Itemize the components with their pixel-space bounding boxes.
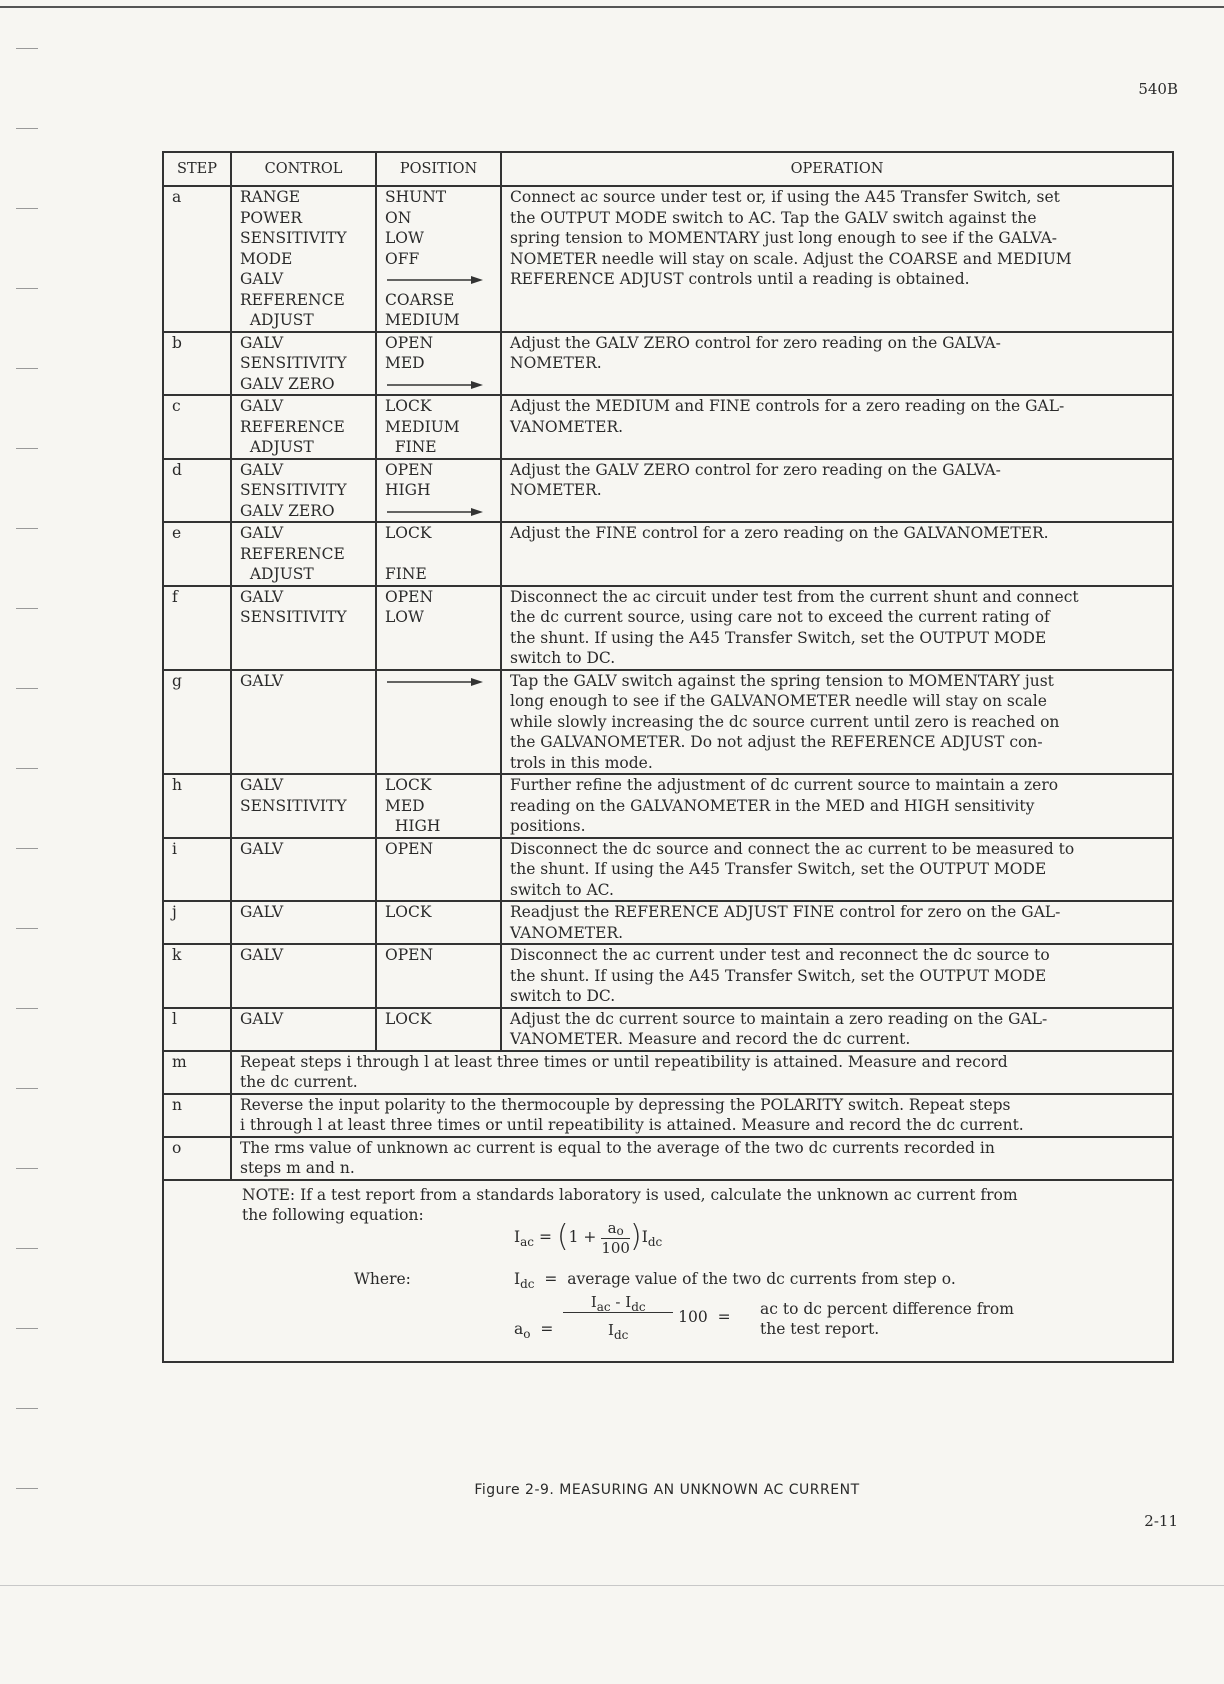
table-row <box>163 1008 1173 1051</box>
control-name: GALV <box>240 524 284 542</box>
margin-tick <box>16 208 38 209</box>
paren-open: ( <box>556 1218 569 1254</box>
control-cell <box>231 944 376 1008</box>
operation-cell <box>231 1094 1173 1137</box>
position-arrow <box>385 671 492 692</box>
header-position: POSITION <box>376 152 501 186</box>
position-value: LOCK <box>385 776 432 794</box>
margin-tick <box>16 928 38 929</box>
operation-line: Adjust the GALV ZERO control for zero reading on the GALVA- <box>510 333 1001 352</box>
position-value: FINE <box>385 565 427 583</box>
page-id: 540B <box>1138 80 1178 98</box>
arrow-right-icon <box>387 677 483 687</box>
operation-cell <box>501 944 1173 1008</box>
position-cell <box>376 332 501 396</box>
margin-tick <box>16 768 38 769</box>
operation-cell <box>501 395 1173 459</box>
step-letter: k <box>163 944 231 1008</box>
operation-line: The rms value of unknown ac current is equal to the average of the two dc currents recorded in <box>240 1138 995 1157</box>
eq-den: 100 <box>601 1238 630 1257</box>
control-name: SENSITIVITY <box>240 481 347 499</box>
position-value: HIGH <box>385 817 441 835</box>
eq-sub: dc <box>647 1234 663 1249</box>
step-letter: i <box>163 838 231 902</box>
eq-var: I <box>514 1227 521 1246</box>
position-value: OPEN <box>385 460 434 479</box>
control-name: GALV <box>240 270 284 288</box>
arrow-right-icon <box>387 507 483 517</box>
eq-sub: o <box>616 1223 624 1238</box>
eq-equals: = <box>544 1269 558 1288</box>
step-letter: h <box>163 774 231 838</box>
position-cell <box>376 522 501 586</box>
table-row <box>163 1094 1173 1137</box>
eq-one: 1 <box>568 1227 579 1246</box>
eq-var: I <box>625 1292 632 1311</box>
operation-cell <box>501 459 1173 523</box>
control-name: RANGE <box>240 188 301 206</box>
position-value: LOCK <box>385 1009 432 1028</box>
operation-line: VANOMETER. <box>510 923 624 942</box>
step-letter: f <box>163 586 231 670</box>
operation-line: Readjust the REFERENCE ADJUST FINE control for zero on the GAL- <box>510 903 1061 921</box>
step-letter: l <box>163 1008 231 1051</box>
margin-tick <box>16 1008 38 1009</box>
position-value: MEDIUM <box>385 417 460 436</box>
position-value: OPEN <box>385 839 434 858</box>
operation-line: NOMETER. <box>510 354 602 372</box>
operation-line: the OUTPUT MODE switch to AC. Tap the GALV switch against the <box>510 208 1037 227</box>
margin-tick <box>16 1488 38 1489</box>
margin-tick <box>16 448 38 449</box>
eq-sub: dc <box>631 1299 646 1314</box>
operation-line: the shunt. If using the A45 Transfer Switch, set the OUTPUT MODE <box>510 966 1047 985</box>
eq-var: I <box>641 1227 648 1246</box>
margin-tick <box>16 128 38 129</box>
note-line: NOTE: If a test report from a standards laboratory is used, calculate the unknown ac current from <box>242 1185 1018 1204</box>
table-row <box>163 670 1173 775</box>
control-name: GALV <box>240 671 284 690</box>
position-value: ON <box>385 208 412 227</box>
table-row <box>163 1051 1173 1094</box>
control-cell <box>231 1008 376 1051</box>
where-label: Where: <box>354 1269 411 1288</box>
equation-def2-text <box>760 1299 1014 1339</box>
step-letter: a <box>163 186 231 332</box>
control-name: GALV <box>240 587 284 606</box>
equation-main <box>514 1219 662 1257</box>
step-letter: b <box>163 332 231 396</box>
operation-line: switch to DC. <box>510 987 616 1005</box>
operation-cell <box>501 586 1173 670</box>
operation-line: the shunt. If using the A45 Transfer Switch, set the OUTPUT MODE <box>510 860 1047 878</box>
control-name: ADJUST <box>240 565 314 583</box>
operation-line: Disconnect the ac circuit under test from the current shunt and connect <box>510 587 1079 606</box>
margin-tick <box>16 688 38 689</box>
control-cell <box>231 670 376 775</box>
eq-var: I <box>590 1292 597 1311</box>
operation-line: Repeat steps i through l at least three times or until repeatibility is attained. Measure and record <box>240 1052 1008 1071</box>
control-name: GALV <box>240 776 284 794</box>
eq-equals: = <box>717 1308 731 1326</box>
position-cell <box>376 838 501 902</box>
paren-close: ) <box>629 1218 642 1254</box>
position-value: HIGH <box>385 481 431 499</box>
position-value: OFF <box>385 249 420 268</box>
table-row <box>163 586 1173 670</box>
table-row <box>163 901 1173 944</box>
operation-line: long enough to see if the GALVANOMETER needle will stay on scale <box>510 692 1047 710</box>
position-cell <box>376 1008 501 1051</box>
margin-tick <box>16 1088 38 1089</box>
position-value: OPEN <box>385 587 434 606</box>
position-value: SHUNT <box>385 188 447 206</box>
margin-tick <box>16 1248 38 1249</box>
header-operation: OPERATION <box>501 152 1173 186</box>
control-name: ADJUST <box>240 438 314 456</box>
table-row <box>163 186 1173 332</box>
eq-minus: - <box>615 1292 621 1311</box>
control-name: GALV <box>240 903 284 921</box>
operation-line: Disconnect the ac current under test and reconnect the dc source to <box>510 946 1050 964</box>
position-cell <box>376 459 501 523</box>
arrow-right-icon <box>387 275 483 285</box>
operation-line: Connect ac source under test or, if using the A45 Transfer Switch, set <box>510 188 1060 206</box>
operation-line: Adjust the FINE control for a zero reading on the GALVANOMETER. <box>510 524 1049 542</box>
margin-tick <box>16 1168 38 1169</box>
control-name: SENSITIVITY <box>240 608 347 626</box>
table-row <box>163 944 1173 1008</box>
position-value: FINE <box>385 438 437 456</box>
table-row <box>163 1137 1173 1180</box>
eq-var: I <box>608 1320 614 1339</box>
table-row <box>163 395 1173 459</box>
eq-fraction <box>601 1219 630 1257</box>
procedure-table <box>162 151 1174 1363</box>
step-letter: c <box>163 395 231 459</box>
control-name: GALV ZERO <box>240 501 335 520</box>
operation-line: Reverse the input polarity to the thermocouple by depressing the POLARITY switch. Repeat steps <box>240 1095 1011 1114</box>
control-name: GALV <box>240 333 284 352</box>
equation-def1 <box>514 1269 956 1291</box>
operation-cell <box>501 1008 1173 1051</box>
margin-tick <box>16 848 38 849</box>
margin-tick <box>16 368 38 369</box>
eq-equals: = <box>540 1320 554 1338</box>
operation-line: REFERENCE ADJUST controls until a reading is obtained. <box>510 270 970 288</box>
margin-tick <box>16 288 38 289</box>
step-letter: d <box>163 459 231 523</box>
eq-num: a <box>607 1218 617 1237</box>
operation-line: VANOMETER. Measure and record the dc current. <box>510 1030 911 1048</box>
control-name: REFERENCE <box>240 544 345 563</box>
margin-tick <box>16 1408 38 1409</box>
position-value: LOW <box>385 229 424 247</box>
operation-line: Adjust the GALV ZERO control for zero reading on the GALVA- <box>510 460 1001 479</box>
operation-line: NOMETER needle will stay on scale. Adjust the COARSE and MEDIUM <box>510 249 1072 268</box>
control-name: REFERENCE <box>240 290 345 309</box>
position-value: OPEN <box>385 333 434 352</box>
position-value: MED <box>385 354 425 372</box>
bottom-rule <box>0 1585 1224 1586</box>
operation-line: while slowly increasing the dc source current until zero is reached on <box>510 712 1060 731</box>
position-value: LOCK <box>385 903 432 921</box>
control-name: POWER <box>240 208 303 227</box>
control-cell <box>231 901 376 944</box>
margin-tick <box>16 48 38 49</box>
control-name: GALV <box>240 397 284 415</box>
position-value: MED <box>385 796 425 815</box>
operation-line: trols in this mode. <box>510 753 653 772</box>
equation-def2 <box>514 1293 736 1340</box>
operation-cell <box>501 186 1173 332</box>
operation-line: Disconnect the dc source and connect the ac current to be measured to <box>510 839 1075 858</box>
position-arrow <box>385 269 492 290</box>
control-cell <box>231 332 376 396</box>
eq-sub: o <box>523 1327 531 1341</box>
eq-var: I <box>514 1269 521 1288</box>
eq-var: a <box>514 1320 524 1338</box>
eq-equals: = <box>538 1227 552 1246</box>
position-value: LOCK <box>385 397 432 415</box>
operation-line: the shunt. If using the A45 Transfer Switch, set the OUTPUT MODE <box>510 628 1047 647</box>
margin-tick <box>16 1328 38 1329</box>
control-name: REFERENCE <box>240 417 345 436</box>
note-line: the following equation: <box>242 1206 424 1224</box>
position-cell <box>376 395 501 459</box>
operation-line: spring tension to MOMENTARY just long enough to see if the GALVA- <box>510 229 1058 247</box>
operation-line: reading on the GALVANOMETER in the MED and HIGH sensitivity <box>510 796 1035 815</box>
control-name: GALV <box>240 839 284 858</box>
operation-line: Adjust the dc current source to maintain a zero reading on the GAL- <box>510 1009 1048 1028</box>
table-row <box>163 332 1173 396</box>
eq-def-text: the test report. <box>760 1319 880 1338</box>
eq-sub: dc <box>613 1327 629 1342</box>
position-cell <box>376 586 501 670</box>
position-value: LOCK <box>385 524 432 542</box>
control-name: GALV <box>240 946 284 964</box>
eq-sub: dc <box>520 1276 535 1291</box>
margin-tick <box>16 528 38 529</box>
position-value: COARSE <box>385 290 455 309</box>
eq-sub: ac <box>596 1299 611 1314</box>
position-value: OPEN <box>385 946 434 964</box>
step-letter: e <box>163 522 231 586</box>
note-box <box>163 1180 1173 1362</box>
table-row <box>163 522 1173 586</box>
header-step: STEP <box>163 152 231 186</box>
position-value: MEDIUM <box>385 311 460 329</box>
step-letter: o <box>163 1137 231 1180</box>
eq-plus: + <box>583 1227 597 1246</box>
arrow-right-icon <box>387 380 483 390</box>
position-cell <box>376 774 501 838</box>
operation-line: the dc current. <box>240 1073 358 1091</box>
figure-caption: Figure 2-9. MEASURING AN UNKNOWN AC CURRENT <box>474 1482 860 1498</box>
position-cell <box>376 670 501 775</box>
operation-cell <box>501 332 1173 396</box>
control-cell <box>231 186 376 332</box>
step-letter: g <box>163 670 231 775</box>
control-name: GALV ZERO <box>240 374 335 393</box>
step-letter: m <box>163 1051 231 1094</box>
eq-def-text: average value of the two dc currents from step o. <box>567 1269 956 1288</box>
eq-fraction <box>563 1293 673 1340</box>
position-cell <box>376 944 501 1008</box>
table-row <box>163 838 1173 902</box>
page-number: 2-11 <box>1144 1512 1178 1530</box>
eq-def-text: ac to dc percent difference from <box>760 1299 1014 1318</box>
operation-cell <box>231 1051 1173 1094</box>
operation-cell <box>501 901 1173 944</box>
control-name: SENSITIVITY <box>240 354 347 372</box>
operation-cell <box>501 522 1173 586</box>
control-cell <box>231 459 376 523</box>
operation-line: switch to AC. <box>510 880 614 899</box>
note-row <box>163 1180 1173 1362</box>
control-cell <box>231 774 376 838</box>
operation-cell <box>501 670 1173 775</box>
position-cell <box>376 186 501 332</box>
eq-mult: 100 <box>678 1308 708 1326</box>
operation-line: steps m and n. <box>240 1159 355 1177</box>
position-arrow <box>385 501 492 522</box>
operation-line: switch to DC. <box>510 649 616 667</box>
operation-line: positions. <box>510 817 586 835</box>
control-cell <box>231 838 376 902</box>
step-letter: n <box>163 1094 231 1137</box>
operation-line: i through l at least three times or until repeatibility is attained. Measure and record the dc current. <box>240 1116 1024 1134</box>
control-name: SENSITIVITY <box>240 796 347 815</box>
control-name: ADJUST <box>240 311 314 329</box>
operation-cell <box>501 774 1173 838</box>
step-letter: j <box>163 901 231 944</box>
top-rule <box>0 6 1224 8</box>
table-row <box>163 459 1173 523</box>
operation-cell <box>231 1137 1173 1180</box>
eq-sub: ac <box>520 1234 534 1249</box>
position-cell <box>376 901 501 944</box>
operation-line: Tap the GALV switch against the spring tension to MOMENTARY just <box>510 671 1054 690</box>
margin-tick <box>16 608 38 609</box>
operation-line: the dc current source, using care not to exceed the current rating of <box>510 608 1050 626</box>
header-control: CONTROL <box>231 152 376 186</box>
table-row <box>163 774 1173 838</box>
table-header-row <box>163 152 1173 186</box>
control-name: GALV <box>240 460 284 479</box>
position-arrow <box>385 374 492 395</box>
control-name: SENSITIVITY <box>240 229 347 247</box>
control-cell <box>231 395 376 459</box>
position-value <box>385 544 492 565</box>
position-value: LOW <box>385 608 424 626</box>
operation-cell <box>501 838 1173 902</box>
control-name: MODE <box>240 249 293 268</box>
operation-line: NOMETER. <box>510 481 602 499</box>
operation-line: VANOMETER. <box>510 417 624 436</box>
operation-line: the GALVANOMETER. Do not adjust the REFERENCE ADJUST con- <box>510 733 1043 751</box>
operation-line: Adjust the MEDIUM and FINE controls for a zero reading on the GAL- <box>510 397 1065 415</box>
control-name: GALV <box>240 1009 284 1028</box>
control-cell <box>231 522 376 586</box>
control-cell <box>231 586 376 670</box>
operation-line: Further refine the adjustment of dc current source to maintain a zero <box>510 776 1059 794</box>
